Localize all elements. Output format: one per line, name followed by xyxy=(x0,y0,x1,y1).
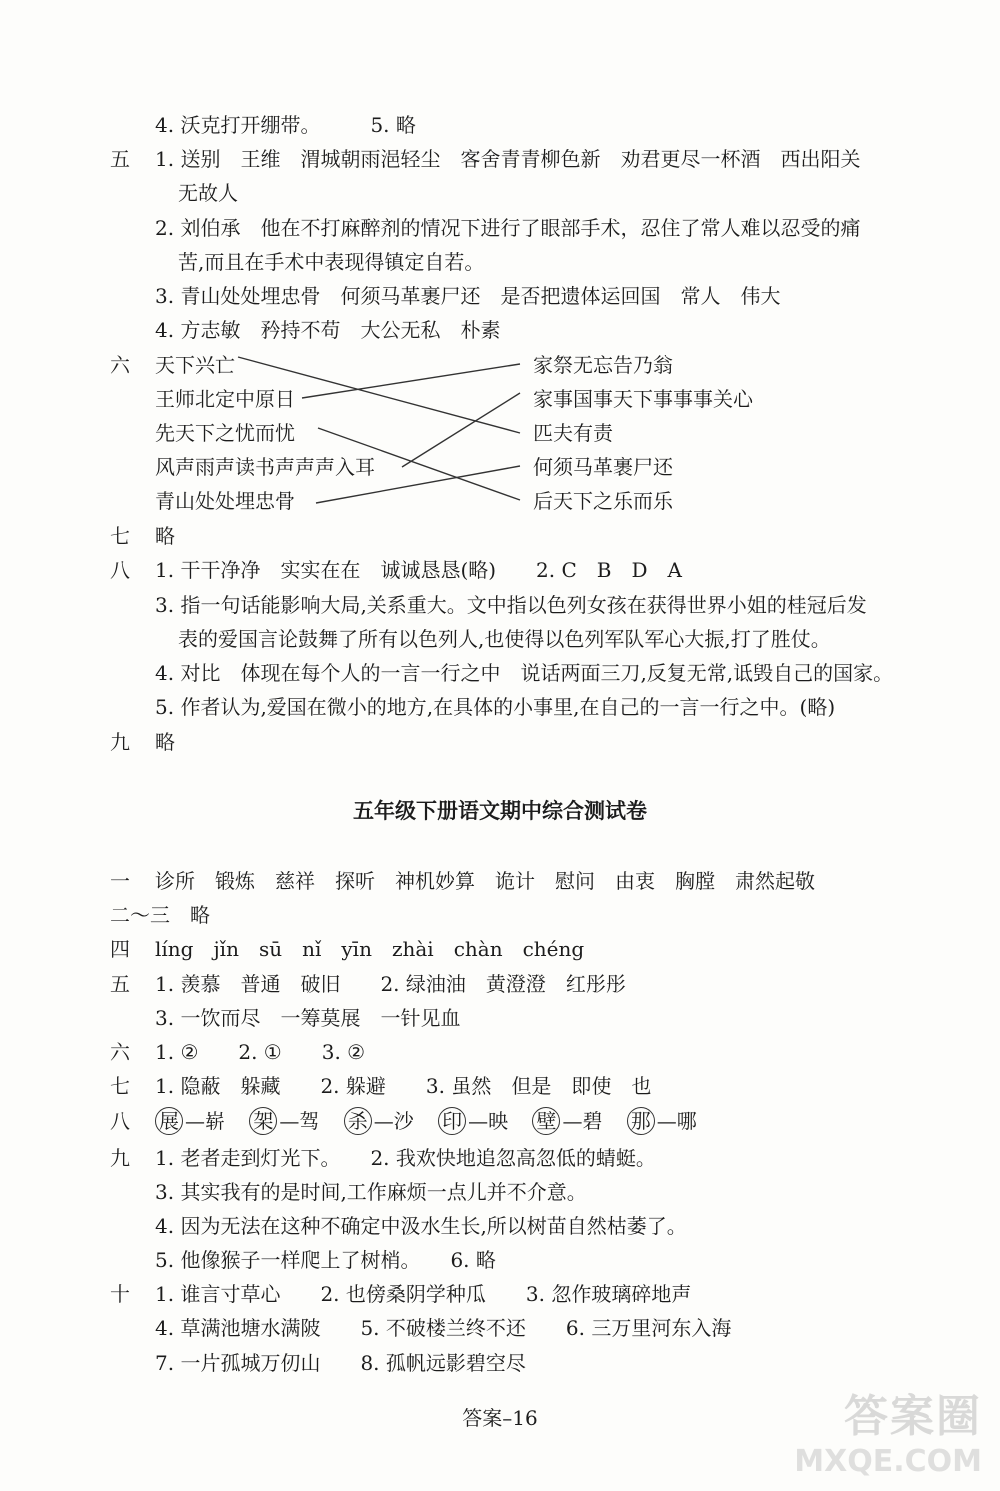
answer-text: 无故人 xyxy=(178,181,238,205)
answer-line xyxy=(0,1346,1000,1380)
answer-line xyxy=(0,864,1000,898)
answer-line xyxy=(0,588,1000,622)
answer-text: líng jǐn sū nǐ yīn zhài chàn chéng xyxy=(155,937,585,961)
answer-line xyxy=(0,1175,1000,1209)
char-pair xyxy=(532,1109,602,1133)
match-left-item: 风声雨声读书声声声入耳 xyxy=(155,455,375,479)
section-label: 八 xyxy=(110,1109,130,1133)
match-left-item: 王师北定中原日 xyxy=(155,387,295,411)
section-label: 七 xyxy=(110,1074,130,1098)
answer-line xyxy=(0,656,1000,690)
char-correction-list xyxy=(155,1104,715,1138)
answer-line xyxy=(0,725,1000,759)
answer-text: 4. 方志敏 矜持不苟 大公无私 朴素 xyxy=(155,318,501,342)
char-pair xyxy=(155,1109,225,1133)
answer-line xyxy=(0,690,1000,724)
match-right-item: 后天下之乐而乐 xyxy=(533,489,673,513)
corrected-char: —映 xyxy=(468,1109,509,1133)
answer-text: 1. ② 2. ① 3. ② xyxy=(155,1040,366,1064)
section-label: 六 xyxy=(110,353,130,377)
answer-text: 4. 因为无法在这种不确定中汲水生长,所以树苗自然枯萎了。 xyxy=(155,1214,687,1238)
section-label: 一 xyxy=(110,869,130,893)
match-line xyxy=(302,364,520,398)
section-label: 六 xyxy=(110,1040,130,1064)
match-left-item: 青山处处埋忠骨 xyxy=(155,489,295,513)
answer-text: 3. 其实我有的是时间,工作麻烦一点儿并不介意。 xyxy=(155,1180,587,1204)
watermark-url: MXQE.COM xyxy=(794,1444,982,1479)
section-label: 七 xyxy=(110,524,130,548)
circled-char: 壁 xyxy=(532,1107,560,1135)
match-right-item: 匹夫有责 xyxy=(533,421,613,445)
answer-line xyxy=(0,1104,1000,1138)
match-right-item: 家祭无忘告乃翁 xyxy=(533,353,673,377)
char-pair xyxy=(249,1109,319,1133)
answer-text: 4. 沃克打开绷带。 5. 略 xyxy=(155,113,416,137)
section-label: 十 xyxy=(110,1282,130,1306)
section-label: 五 xyxy=(110,147,130,171)
match-line xyxy=(238,357,520,433)
corrected-char: —碧 xyxy=(562,1109,603,1133)
exam-title: 五年级下册语文期中综合测试卷 xyxy=(353,798,647,823)
answer-line xyxy=(0,1209,1000,1243)
section-label: 九 xyxy=(110,1146,130,1170)
circled-char: 架 xyxy=(249,1107,277,1135)
watermark-logo xyxy=(794,1380,982,1479)
answer-text: 1. 老者走到灯光下。 2. 我欢快地追忽高忽低的蜻蜓。 xyxy=(155,1146,656,1170)
match-left-item: 天下兴亡 xyxy=(155,353,235,377)
section-label: 八 xyxy=(110,558,130,582)
match-line xyxy=(316,466,520,503)
match-line xyxy=(402,393,520,467)
answer-text: 3. 指一句话能影响大局,关系重大。文中指以色列女孩在获得世界小姐的桂冠后发 xyxy=(155,593,867,617)
answer-text: 略 xyxy=(155,524,175,548)
corrected-char: —崭 xyxy=(185,1109,225,1133)
corrected-char: —哪 xyxy=(656,1109,697,1133)
answer-line xyxy=(0,1243,1000,1277)
answer-text: 表的爱国言论鼓舞了所有以色列人,也使得以色列军队军心大振,打了胜仗。 xyxy=(178,627,831,651)
answer-line xyxy=(0,1069,1000,1103)
answer-line xyxy=(0,519,1000,553)
circled-char: 那 xyxy=(627,1107,655,1135)
answer-text: 3. 一饮而尽 一筹莫展 一针见血 xyxy=(155,1006,461,1030)
answer-text: 苦,而且在手术中表现得镇定自若。 xyxy=(178,250,485,274)
answer-text: 2. 刘伯承 他在不打麻醉剂的情况下进行了眼部手术，忍住了常人难以忍受的痛 xyxy=(155,216,861,240)
answer-text: 5. 作者认为,爱国在微小的地方,在具体的小事里,在自己的一言一行之中。(略) xyxy=(155,695,836,719)
answer-text: 1. 谁言寸草心 2. 也傍桑阴学种瓜 3. 忽作玻璃碎地声 xyxy=(155,1282,692,1306)
answer-text: 略 xyxy=(155,730,175,754)
corrected-char: —沙 xyxy=(373,1109,414,1133)
answer-line xyxy=(0,967,1000,1001)
answer-text: 诊所 锻炼 慈祥 探听 神机妙算 诡计 慰问 由衷 胸膛 肃然起敬 xyxy=(155,869,815,893)
match-line xyxy=(318,428,520,500)
answer-line xyxy=(0,1311,1000,1345)
answer-text: 1. 隐蔽 躲藏 2. 躲避 3. 虽然 但是 即使 也 xyxy=(155,1074,652,1098)
match-right-item: 何须马革裹尸还 xyxy=(533,455,673,479)
answer-text: 7. 一片孤城万仞山 8. 孤帆远影碧空尽 xyxy=(155,1351,526,1375)
match-right-item: 家事国事天下事事事关心 xyxy=(533,387,753,411)
match-left-item: 先天下之忧而忧 xyxy=(155,421,295,445)
answer-line xyxy=(0,898,1000,932)
circled-char: 展 xyxy=(155,1107,183,1135)
answer-line xyxy=(0,622,1000,656)
watermark-logo-text: 答案圈 xyxy=(844,1391,982,1442)
answer-text: 二～三 略 xyxy=(110,903,210,927)
answer-line xyxy=(0,1001,1000,1035)
answer-line xyxy=(0,1277,1000,1311)
corrected-char: —驾 xyxy=(279,1109,320,1133)
answer-line xyxy=(0,932,1000,966)
answer-text: 1. 干干净净 实实在在 诚诚恳恳(略) 2. C B D A xyxy=(155,558,682,582)
circled-char: 杀 xyxy=(344,1107,372,1135)
answer-text: 1. 送别 王维 渭城朝雨浥轻尘 客舍青青柳色新 劝君更尽一杯酒 西出阳关 xyxy=(155,147,861,171)
section-label: 五 xyxy=(110,972,130,996)
section-label: 九 xyxy=(110,730,130,754)
answer-line xyxy=(0,553,1000,587)
page-number: 答案–16 xyxy=(462,1406,538,1430)
char-pair xyxy=(627,1109,697,1133)
circled-char: 印 xyxy=(438,1107,466,1135)
answer-line xyxy=(0,1035,1000,1069)
answer-text: 5. 他像猴子一样爬上了树梢。 6. 略 xyxy=(155,1248,496,1272)
answer-line xyxy=(0,1141,1000,1175)
answer-text: 4. 草满池塘水满陂 5. 不破楼兰终不还 6. 三万里河东入海 xyxy=(155,1316,732,1340)
answer-text: 1. 羡慕 普通 破旧 2. 绿油油 黄澄澄 红彤彤 xyxy=(155,972,626,996)
answer-text: 4. 对比 体现在每个人的一言一行之中 说话两面三刀,反复无常,诋毁自己的国家。 xyxy=(155,661,894,685)
answer-text: 3. 青山处处埋忠骨 何须马革裹尸还 是否把遗体运回国 常人 伟大 xyxy=(155,284,781,308)
section-label: 四 xyxy=(110,937,130,961)
char-pair xyxy=(344,1109,414,1133)
char-pair xyxy=(438,1109,508,1133)
